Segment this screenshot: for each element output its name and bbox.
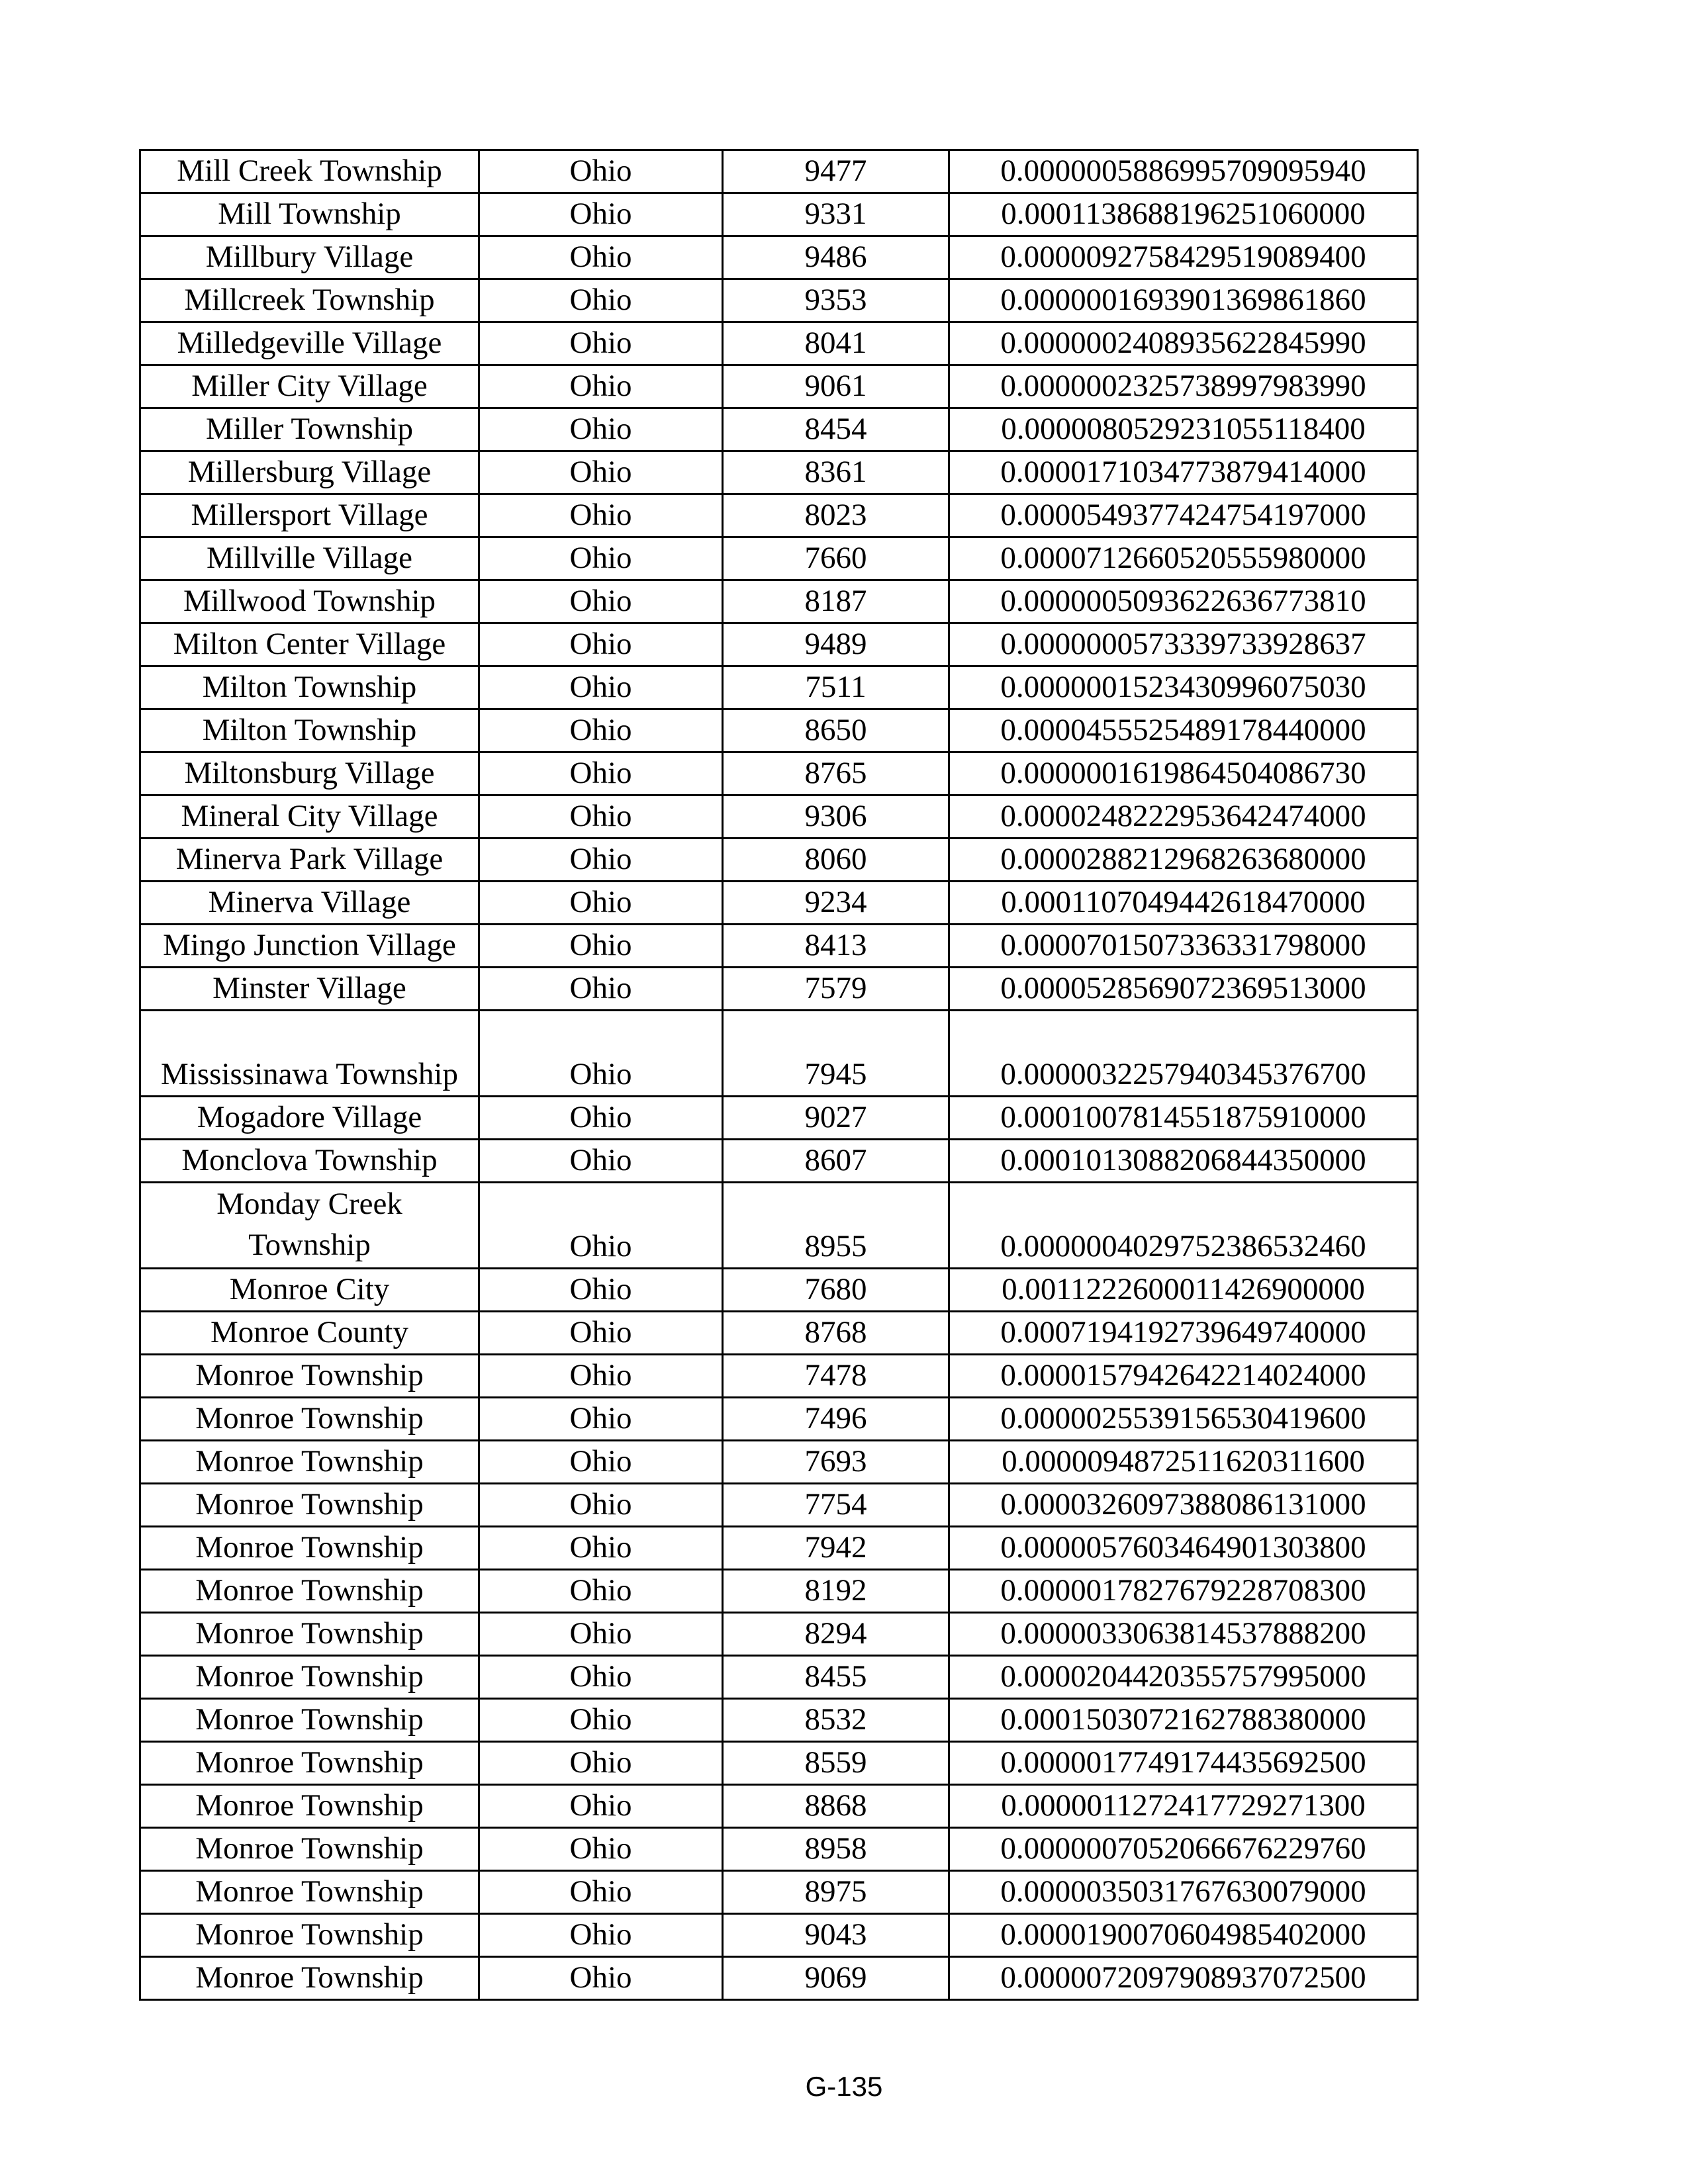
- code-cell: 8187: [723, 580, 949, 623]
- state-cell: Ohio: [479, 1441, 723, 1484]
- state-cell: Ohio: [479, 623, 723, 666]
- code-cell: 7942: [723, 1527, 949, 1570]
- code-cell: 9043: [723, 1914, 949, 1957]
- place-name-cell: Mingo Junction Village: [140, 925, 479, 968]
- code-cell: 8559: [723, 1742, 949, 1785]
- place-name-cell: Millwood Township: [140, 580, 479, 623]
- place-name-cell: Monroe Township: [140, 1742, 479, 1785]
- state-cell: Ohio: [479, 1527, 723, 1570]
- state-cell: Ohio: [479, 1269, 723, 1312]
- place-name-cell: Miltonsburg Village: [140, 752, 479, 796]
- code-cell: 8454: [723, 408, 949, 451]
- table-row: [140, 1785, 1418, 1828]
- code-cell: 8455: [723, 1656, 949, 1699]
- state-cell: Ohio: [479, 1914, 723, 1957]
- state-cell: Ohio: [479, 365, 723, 408]
- table-row: [140, 580, 1418, 623]
- value-cell: 0.0001503072162788380000: [949, 1699, 1418, 1742]
- value-cell: 0.0000157942642214024000: [949, 1355, 1418, 1398]
- code-cell: 9061: [723, 365, 949, 408]
- state-cell: Ohio: [479, 1785, 723, 1828]
- value-cell: 0.0000011272417729271300: [949, 1785, 1418, 1828]
- table-row: [140, 408, 1418, 451]
- code-cell: 9489: [723, 623, 949, 666]
- code-cell: 9353: [723, 279, 949, 322]
- value-cell: 0.0000033063814537888200: [949, 1613, 1418, 1656]
- place-name-cell: Monroe Township: [140, 1785, 479, 1828]
- place-name-cell: Milton Township: [140, 709, 479, 752]
- value-cell: 0.0001138688196251060000: [949, 193, 1418, 236]
- state-cell: Ohio: [479, 709, 723, 752]
- page-number: G-135: [805, 2071, 883, 2102]
- table-row: [140, 1484, 1418, 1527]
- state-cell: Ohio: [479, 882, 723, 925]
- value-cell: 0.0000002408935622845990: [949, 322, 1418, 365]
- state-cell: Ohio: [479, 925, 723, 968]
- code-cell: 8765: [723, 752, 949, 796]
- code-cell: 9486: [723, 236, 949, 279]
- state-cell: Ohio: [479, 236, 723, 279]
- code-cell: 9306: [723, 796, 949, 839]
- table-row: [140, 1183, 1418, 1269]
- table-row: [140, 279, 1418, 322]
- code-cell: 8361: [723, 451, 949, 494]
- place-name-cell: Mill Township: [140, 193, 479, 236]
- code-cell: 8060: [723, 839, 949, 882]
- state-cell: Ohio: [479, 1355, 723, 1398]
- value-cell: 0.0000326097388086131000: [949, 1484, 1418, 1527]
- place-name-cell: Minerva Village: [140, 882, 479, 925]
- place-name-cell: Monroe Township: [140, 1527, 479, 1570]
- table-row: [140, 1527, 1418, 1570]
- state-cell: Ohio: [479, 796, 723, 839]
- value-cell: 0.0000007052066676229760: [949, 1828, 1418, 1871]
- place-name-cell: Millville Village: [140, 537, 479, 580]
- code-cell: 9477: [723, 150, 949, 193]
- code-cell: 8413: [723, 925, 949, 968]
- value-cell: 0.0000005886995709095940: [949, 150, 1418, 193]
- table-row: [140, 1570, 1418, 1613]
- code-cell: 8868: [723, 1785, 949, 1828]
- value-cell: 0.0000171034773879414000: [949, 451, 1418, 494]
- table-row: [140, 150, 1418, 193]
- table-row: [140, 796, 1418, 839]
- value-cell: 0.0000094872511620311600: [949, 1441, 1418, 1484]
- place-name-cell: Monroe Township: [140, 1957, 479, 2000]
- code-cell: 8975: [723, 1871, 949, 1914]
- place-name-cell: Millersburg Village: [140, 451, 479, 494]
- code-cell: 8650: [723, 709, 949, 752]
- table-row: [140, 193, 1418, 236]
- state-cell: Ohio: [479, 580, 723, 623]
- table-row: [140, 1011, 1418, 1097]
- value-cell: 0.0000190070604985402000: [949, 1914, 1418, 1957]
- state-cell: Ohio: [479, 968, 723, 1011]
- table-row: [140, 322, 1418, 365]
- code-cell: 9069: [723, 1957, 949, 2000]
- state-cell: Ohio: [479, 193, 723, 236]
- state-cell: Ohio: [479, 1570, 723, 1613]
- code-cell: 8532: [723, 1699, 949, 1742]
- place-name-cell: Monroe Township: [140, 1656, 479, 1699]
- state-cell: Ohio: [479, 1097, 723, 1140]
- data-table: [139, 149, 1419, 2001]
- place-name-cell: Monroe Township: [140, 1355, 479, 1398]
- table-row: [140, 1613, 1418, 1656]
- place-name-cell: Monroe Township: [140, 1613, 479, 1656]
- value-cell: 0.0000092758429519089400: [949, 236, 1418, 279]
- place-name-cell: Millbury Village: [140, 236, 479, 279]
- code-cell: 7680: [723, 1269, 949, 1312]
- code-cell: 9027: [723, 1097, 949, 1140]
- code-cell: 7511: [723, 666, 949, 709]
- value-cell: 0.0000712660520555980000: [949, 537, 1418, 580]
- place-name-cell: Millcreek Township: [140, 279, 479, 322]
- value-cell: 0.0000455525489178440000: [949, 709, 1418, 752]
- value-cell: 0.0001007814551875910000: [949, 1097, 1418, 1140]
- place-name-cell: Mississinawa Township: [140, 1011, 479, 1097]
- table-row: [140, 1441, 1418, 1484]
- value-cell: 0.0000072097908937072500: [949, 1957, 1418, 2000]
- code-cell: 8041: [723, 322, 949, 365]
- state-cell: Ohio: [479, 1183, 723, 1269]
- table-row: [140, 1355, 1418, 1398]
- place-name-cell: Monroe City: [140, 1269, 479, 1312]
- table-row: [140, 1871, 1418, 1914]
- state-cell: Ohio: [479, 1398, 723, 1441]
- value-cell: 0.0011222600011426900000: [949, 1269, 1418, 1312]
- place-name-cell: Milton Center Village: [140, 623, 479, 666]
- value-cell: 0.0007194192739649740000: [949, 1312, 1418, 1355]
- state-cell: Ohio: [479, 537, 723, 580]
- value-cell: 0.0000004029752386532460: [949, 1183, 1418, 1269]
- value-cell: 0.0001013088206844350000: [949, 1140, 1418, 1183]
- value-cell: 0.0000248222953642474000: [949, 796, 1418, 839]
- table-row: [140, 537, 1418, 580]
- code-cell: 8607: [723, 1140, 949, 1183]
- state-cell: Ohio: [479, 752, 723, 796]
- state-cell: Ohio: [479, 279, 723, 322]
- place-name-cell: Mineral City Village: [140, 796, 479, 839]
- code-cell: 7579: [723, 968, 949, 1011]
- value-cell: 0.0000035031767630079000: [949, 1871, 1418, 1914]
- place-name-cell: Monroe Township: [140, 1441, 479, 1484]
- value-cell: 0.0000080529231055118400: [949, 408, 1418, 451]
- state-cell: Ohio: [479, 666, 723, 709]
- table-row: [140, 494, 1418, 537]
- place-name-cell: Miller City Village: [140, 365, 479, 408]
- table-row: [140, 1699, 1418, 1742]
- state-cell: Ohio: [479, 1613, 723, 1656]
- code-cell: 8192: [723, 1570, 949, 1613]
- table-row: [140, 839, 1418, 882]
- value-cell: 0.0000549377424754197000: [949, 494, 1418, 537]
- state-cell: Ohio: [479, 1312, 723, 1355]
- value-cell: 0.0000001693901369861860: [949, 279, 1418, 322]
- place-name-cell: Mill Creek Township: [140, 150, 479, 193]
- value-cell: 0.0000017827679228708300: [949, 1570, 1418, 1613]
- code-cell: 7693: [723, 1441, 949, 1484]
- place-name-cell: Monclova Township: [140, 1140, 479, 1183]
- state-cell: Ohio: [479, 1699, 723, 1742]
- value-cell: 0.0001107049442618470000: [949, 882, 1418, 925]
- place-name-cell: Monroe Township: [140, 1699, 479, 1742]
- state-cell: Ohio: [479, 1828, 723, 1871]
- table-row: [140, 1140, 1418, 1183]
- value-cell: 0.0000001619864504086730: [949, 752, 1418, 796]
- table-row: [140, 1742, 1418, 1785]
- value-cell: 0.0000001523430996075030: [949, 666, 1418, 709]
- table-row: [140, 1828, 1418, 1871]
- table-row: [140, 1914, 1418, 1957]
- value-cell: 0.0000528569072369513000: [949, 968, 1418, 1011]
- value-cell: 0.0000002325738997983990: [949, 365, 1418, 408]
- value-cell: 0.0000288212968263680000: [949, 839, 1418, 882]
- state-cell: Ohio: [479, 451, 723, 494]
- place-name-cell: Monroe Township: [140, 1871, 479, 1914]
- value-cell: 0.0000057603464901303800: [949, 1527, 1418, 1570]
- value-cell: 0.0000701507336331798000: [949, 925, 1418, 968]
- table-row: [140, 1957, 1418, 2000]
- code-cell: 8958: [723, 1828, 949, 1871]
- code-cell: 7754: [723, 1484, 949, 1527]
- table-row: [140, 1398, 1418, 1441]
- table-row: [140, 968, 1418, 1011]
- place-name-cell: Milton Township: [140, 666, 479, 709]
- value-cell: 0.0000000573339733928637: [949, 623, 1418, 666]
- state-cell: Ohio: [479, 839, 723, 882]
- code-cell: 7660: [723, 537, 949, 580]
- value-cell: 0.0000204420355757995000: [949, 1656, 1418, 1699]
- table-row: [140, 365, 1418, 408]
- code-cell: 7496: [723, 1398, 949, 1441]
- code-cell: 8023: [723, 494, 949, 537]
- code-cell: 9234: [723, 882, 949, 925]
- table-row: [140, 752, 1418, 796]
- code-cell: 9331: [723, 193, 949, 236]
- state-cell: Ohio: [479, 1140, 723, 1183]
- code-cell: 8955: [723, 1183, 949, 1269]
- table-body: [140, 150, 1418, 2000]
- place-name-cell: Miller Township: [140, 408, 479, 451]
- table-row: [140, 236, 1418, 279]
- value-cell: 0.0000032257940345376700: [949, 1011, 1418, 1097]
- table-row: [140, 1656, 1418, 1699]
- code-cell: 8768: [723, 1312, 949, 1355]
- state-cell: Ohio: [479, 1011, 723, 1097]
- place-name-cell: Monroe Township: [140, 1828, 479, 1871]
- state-cell: Ohio: [479, 494, 723, 537]
- table-row: [140, 925, 1418, 968]
- table-row: [140, 623, 1418, 666]
- state-cell: Ohio: [479, 1742, 723, 1785]
- table-row: [140, 1312, 1418, 1355]
- state-cell: Ohio: [479, 322, 723, 365]
- table-row: [140, 709, 1418, 752]
- place-name-cell: Minster Village: [140, 968, 479, 1011]
- place-name-cell: Monroe Township: [140, 1914, 479, 1957]
- place-name-cell: Minerva Park Village: [140, 839, 479, 882]
- place-name-cell: Monroe Township: [140, 1570, 479, 1613]
- value-cell: 0.0000005093622636773810: [949, 580, 1418, 623]
- place-name-cell: Monroe County: [140, 1312, 479, 1355]
- table-row: [140, 1097, 1418, 1140]
- table-row: [140, 882, 1418, 925]
- value-cell: 0.0000017749174435692500: [949, 1742, 1418, 1785]
- state-cell: Ohio: [479, 408, 723, 451]
- place-name-cell: Monroe Township: [140, 1398, 479, 1441]
- code-cell: 7478: [723, 1355, 949, 1398]
- table-row: [140, 666, 1418, 709]
- state-cell: Ohio: [479, 150, 723, 193]
- place-name-cell: Monday Creek Township: [140, 1183, 479, 1269]
- place-name-cell: Milledgeville Village: [140, 322, 479, 365]
- table-row: [140, 1269, 1418, 1312]
- place-name-cell: Mogadore Village: [140, 1097, 479, 1140]
- code-cell: 7945: [723, 1011, 949, 1097]
- state-cell: Ohio: [479, 1957, 723, 2000]
- code-cell: 8294: [723, 1613, 949, 1656]
- table-row: [140, 451, 1418, 494]
- place-name-cell: Millersport Village: [140, 494, 479, 537]
- state-cell: Ohio: [479, 1871, 723, 1914]
- value-cell: 0.0000025539156530419600: [949, 1398, 1418, 1441]
- state-cell: Ohio: [479, 1484, 723, 1527]
- state-cell: Ohio: [479, 1656, 723, 1699]
- place-name-cell: Monroe Township: [140, 1484, 479, 1527]
